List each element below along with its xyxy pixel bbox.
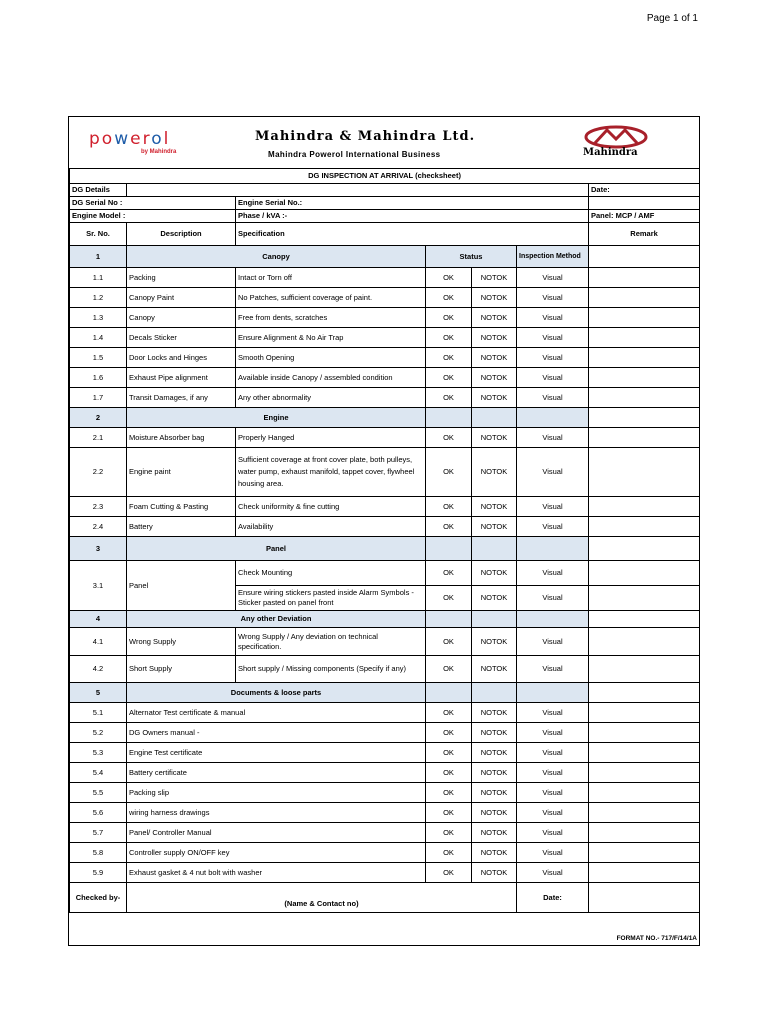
table-row: 1.5 Door Locks and Hinges Smooth Opening OK NOTOK Visual	[70, 348, 700, 368]
table-row: 4.1 Wrong Supply Wrong Supply / Any deviation on technical specification. OK NOTOK Visual	[70, 628, 700, 656]
panel-type-label: Panel: MCP / AMF	[589, 210, 700, 223]
ok-option[interactable]: OK	[426, 783, 472, 803]
remark-field[interactable]	[589, 628, 700, 656]
ok-option[interactable]: OK	[426, 288, 472, 308]
col-specification: Specification	[236, 223, 589, 246]
table-row: 5.3 Engine Test certificate OK NOTOK Visual	[70, 743, 700, 763]
notok-option[interactable]: NOTOK	[472, 561, 517, 586]
remark-field[interactable]	[589, 268, 700, 288]
ok-option[interactable]: OK	[426, 348, 472, 368]
ok-option[interactable]: OK	[426, 448, 472, 497]
remark-field[interactable]	[589, 448, 700, 497]
ok-option[interactable]: OK	[426, 268, 472, 288]
dg-details-field[interactable]	[127, 184, 589, 197]
table-row: 1.4 Decals Sticker Ensure Alignment & No Air Trap OK NOTOK Visual	[70, 328, 700, 348]
date-label: Date:	[589, 184, 700, 197]
ok-option[interactable]: OK	[426, 863, 472, 883]
table-row: 5.7 Panel/ Controller Manual OK NOTOK Visual	[70, 823, 700, 843]
footer-date-field[interactable]	[589, 883, 700, 913]
remark-field[interactable]	[589, 823, 700, 843]
name-contact-field[interactable]: (Name & Contact no)	[127, 883, 517, 913]
notok-option[interactable]: NOTOK	[472, 656, 517, 683]
company-subtitle: Mahindra Powerol International Business	[268, 150, 441, 159]
ok-option[interactable]: OK	[426, 803, 472, 823]
notok-option[interactable]: NOTOK	[472, 863, 517, 883]
powerol-logo: powerol by Mahindra	[89, 129, 177, 155]
notok-option[interactable]: NOTOK	[472, 497, 517, 517]
remark-field[interactable]	[589, 517, 700, 537]
notok-option[interactable]: NOTOK	[472, 723, 517, 743]
checksheet-form	[68, 116, 700, 946]
notok-option[interactable]: NOTOK	[472, 628, 517, 656]
ok-option[interactable]: OK	[426, 823, 472, 843]
section-title: Canopy	[127, 246, 426, 268]
ok-option[interactable]: OK	[426, 628, 472, 656]
section-title: Documents & loose parts	[127, 683, 426, 703]
section-title: Engine	[127, 408, 426, 428]
table-row: 5.8 Controller supply ON/OFF key OK NOTOK Visual	[70, 843, 700, 863]
section-title: Panel	[127, 537, 426, 561]
form-title: DG INSPECTION AT ARRIVAL (checksheet)	[70, 169, 700, 184]
table-row: 3.1 Panel Check Mounting OK NOTOK Visual	[70, 561, 700, 586]
notok-option[interactable]: NOTOK	[472, 308, 517, 328]
ok-option[interactable]: OK	[426, 723, 472, 743]
notok-option[interactable]: NOTOK	[472, 843, 517, 863]
powerol-logo-sub: by Mahindra	[141, 149, 177, 155]
ok-option[interactable]: OK	[426, 368, 472, 388]
mahindra-emblem-icon	[581, 125, 651, 149]
remark-field[interactable]	[589, 308, 700, 328]
engine-model-label: Engine Model :	[70, 210, 236, 223]
company-name: Mahindra & Mahindra Ltd.	[255, 129, 476, 144]
remark-field[interactable]	[589, 763, 700, 783]
notok-option[interactable]: NOTOK	[472, 268, 517, 288]
phase-kva-label: Phase / kVA :-	[236, 210, 589, 223]
table-row: 5.2 DG Owners manual - OK NOTOK Visual	[70, 723, 700, 743]
notok-option[interactable]: NOTOK	[472, 388, 517, 408]
section-number: 2	[70, 408, 127, 428]
remark-field[interactable]	[589, 288, 700, 308]
col-inspection-method: Inspection Method	[517, 246, 589, 268]
remark-field[interactable]	[589, 348, 700, 368]
section-title: Any other Deviation	[127, 611, 426, 628]
notok-option[interactable]: NOTOK	[472, 783, 517, 803]
table-row: 1.6 Exhaust Pipe alignment Available inside Canopy / assembled condition OK NOTOK Visual	[70, 368, 700, 388]
ok-option[interactable]: OK	[426, 561, 472, 586]
checked-by-row	[70, 883, 700, 913]
format-number: FORMAT NO.- 717/F/14/1A	[616, 935, 697, 942]
remark-field[interactable]	[589, 428, 700, 448]
section-number: 3	[70, 537, 127, 561]
notok-option[interactable]: NOTOK	[472, 743, 517, 763]
remark-field[interactable]	[589, 723, 700, 743]
table-row: 5.9 Exhaust gasket & 4 nut bolt with washer OK NOTOK Visual	[70, 863, 700, 883]
notok-option[interactable]: NOTOK	[472, 428, 517, 448]
table-row: 1.3 Canopy Free from dents, scratches OK NOTOK Visual	[70, 308, 700, 328]
table-row: 2.3 Foam Cutting & Pasting Check uniformity & fine cutting OK NOTOK Visual	[70, 497, 700, 517]
table-row: 1.1 Packing Intact or Torn off OK NOTOK Visual	[70, 268, 700, 288]
notok-option[interactable]: NOTOK	[472, 763, 517, 783]
remark-field[interactable]	[589, 703, 700, 723]
ok-option[interactable]: OK	[426, 308, 472, 328]
table-row: 5.4 Battery certificate OK NOTOK Visual	[70, 763, 700, 783]
table-row: 1.7 Transit Damages, if any Any other abnormality OK NOTOK Visual	[70, 388, 700, 408]
notok-option[interactable]: NOTOK	[472, 703, 517, 723]
inspection-table	[69, 168, 700, 913]
remark-field[interactable]	[589, 497, 700, 517]
table-row: 2.4 Battery Availability OK NOTOK Visual	[70, 517, 700, 537]
mahindra-logo	[581, 125, 661, 163]
page-number: Page 1 of 1	[646, 13, 698, 24]
remark-field[interactable]	[589, 803, 700, 823]
ok-option[interactable]: OK	[426, 428, 472, 448]
section-number: 5	[70, 683, 127, 703]
remark-field[interactable]	[589, 843, 700, 863]
remark-field[interactable]	[589, 863, 700, 883]
mahindra-logo-text: Mahindra	[583, 147, 638, 158]
footer-date-label: Date:	[517, 883, 589, 913]
ok-option[interactable]: OK	[426, 703, 472, 723]
remark-field[interactable]	[589, 783, 700, 803]
col-status: Status	[426, 246, 517, 268]
remark-field[interactable]	[589, 388, 700, 408]
table-row: Ensure wiring stickers pasted inside Alarm Symbols - Sticker pasted on panel front OK NOTOK Visual	[70, 586, 700, 611]
engine-serial-label: Engine Serial No.:	[236, 197, 589, 210]
notok-option[interactable]: NOTOK	[472, 823, 517, 843]
notok-option[interactable]: NOTOK	[472, 328, 517, 348]
ok-option[interactable]: OK	[426, 656, 472, 683]
ok-option[interactable]: OK	[426, 743, 472, 763]
notok-option[interactable]: NOTOK	[472, 288, 517, 308]
ok-option[interactable]: OK	[426, 843, 472, 863]
dg-details-label: DG Details	[70, 184, 127, 197]
notok-option[interactable]: NOTOK	[472, 448, 517, 497]
notok-option[interactable]: NOTOK	[472, 368, 517, 388]
section-number: 4	[70, 611, 127, 628]
form-header	[69, 117, 699, 168]
table-row: 5.1 Alternator Test certificate & manual OK NOTOK Visual	[70, 703, 700, 723]
table-row: 4.2 Short Supply Short supply / Missing components (Specify if any) OK NOTOK Visual	[70, 656, 700, 683]
remark-field[interactable]	[589, 328, 700, 348]
table-row: 2.2 Engine paint Sufficient coverage at front cover plate, both pulleys, water pump, exhaust manifold, tappet cover, flywheel housing area. OK NOTOK Visual	[70, 448, 700, 497]
ok-option[interactable]: OK	[426, 517, 472, 537]
date-field[interactable]	[589, 197, 700, 210]
table-row: 1.2 Canopy Paint No Patches, sufficient coverage of paint. OK NOTOK Visual	[70, 288, 700, 308]
remark-field[interactable]	[589, 586, 700, 611]
ok-option[interactable]: OK	[426, 497, 472, 517]
notok-option[interactable]: NOTOK	[472, 348, 517, 368]
remark-field[interactable]	[589, 656, 700, 683]
remark-field[interactable]	[589, 368, 700, 388]
checked-by-label: Checked by-	[70, 883, 127, 913]
dg-serial-label: DG Serial No :	[70, 197, 236, 210]
section-number: 1	[70, 246, 127, 268]
remark-field[interactable]	[589, 743, 700, 763]
col-remark: Remark	[589, 223, 700, 246]
table-row: 5.6 wiring harness drawings OK NOTOK Visual	[70, 803, 700, 823]
col-description: Description	[127, 223, 236, 246]
notok-option[interactable]: NOTOK	[472, 586, 517, 611]
ok-option[interactable]: OK	[426, 763, 472, 783]
table-row: 5.5 Packing slip OK NOTOK Visual	[70, 783, 700, 803]
notok-option[interactable]: NOTOK	[472, 803, 517, 823]
col-sr-no: Sr. No.	[70, 223, 127, 246]
table-row: 2.1 Moisture Absorber bag Properly Hanged OK NOTOK Visual	[70, 428, 700, 448]
notok-option[interactable]: NOTOK	[472, 517, 517, 537]
ok-option[interactable]: OK	[426, 586, 472, 611]
ok-option[interactable]: OK	[426, 328, 472, 348]
ok-option[interactable]: OK	[426, 388, 472, 408]
remark-field[interactable]	[589, 561, 700, 586]
